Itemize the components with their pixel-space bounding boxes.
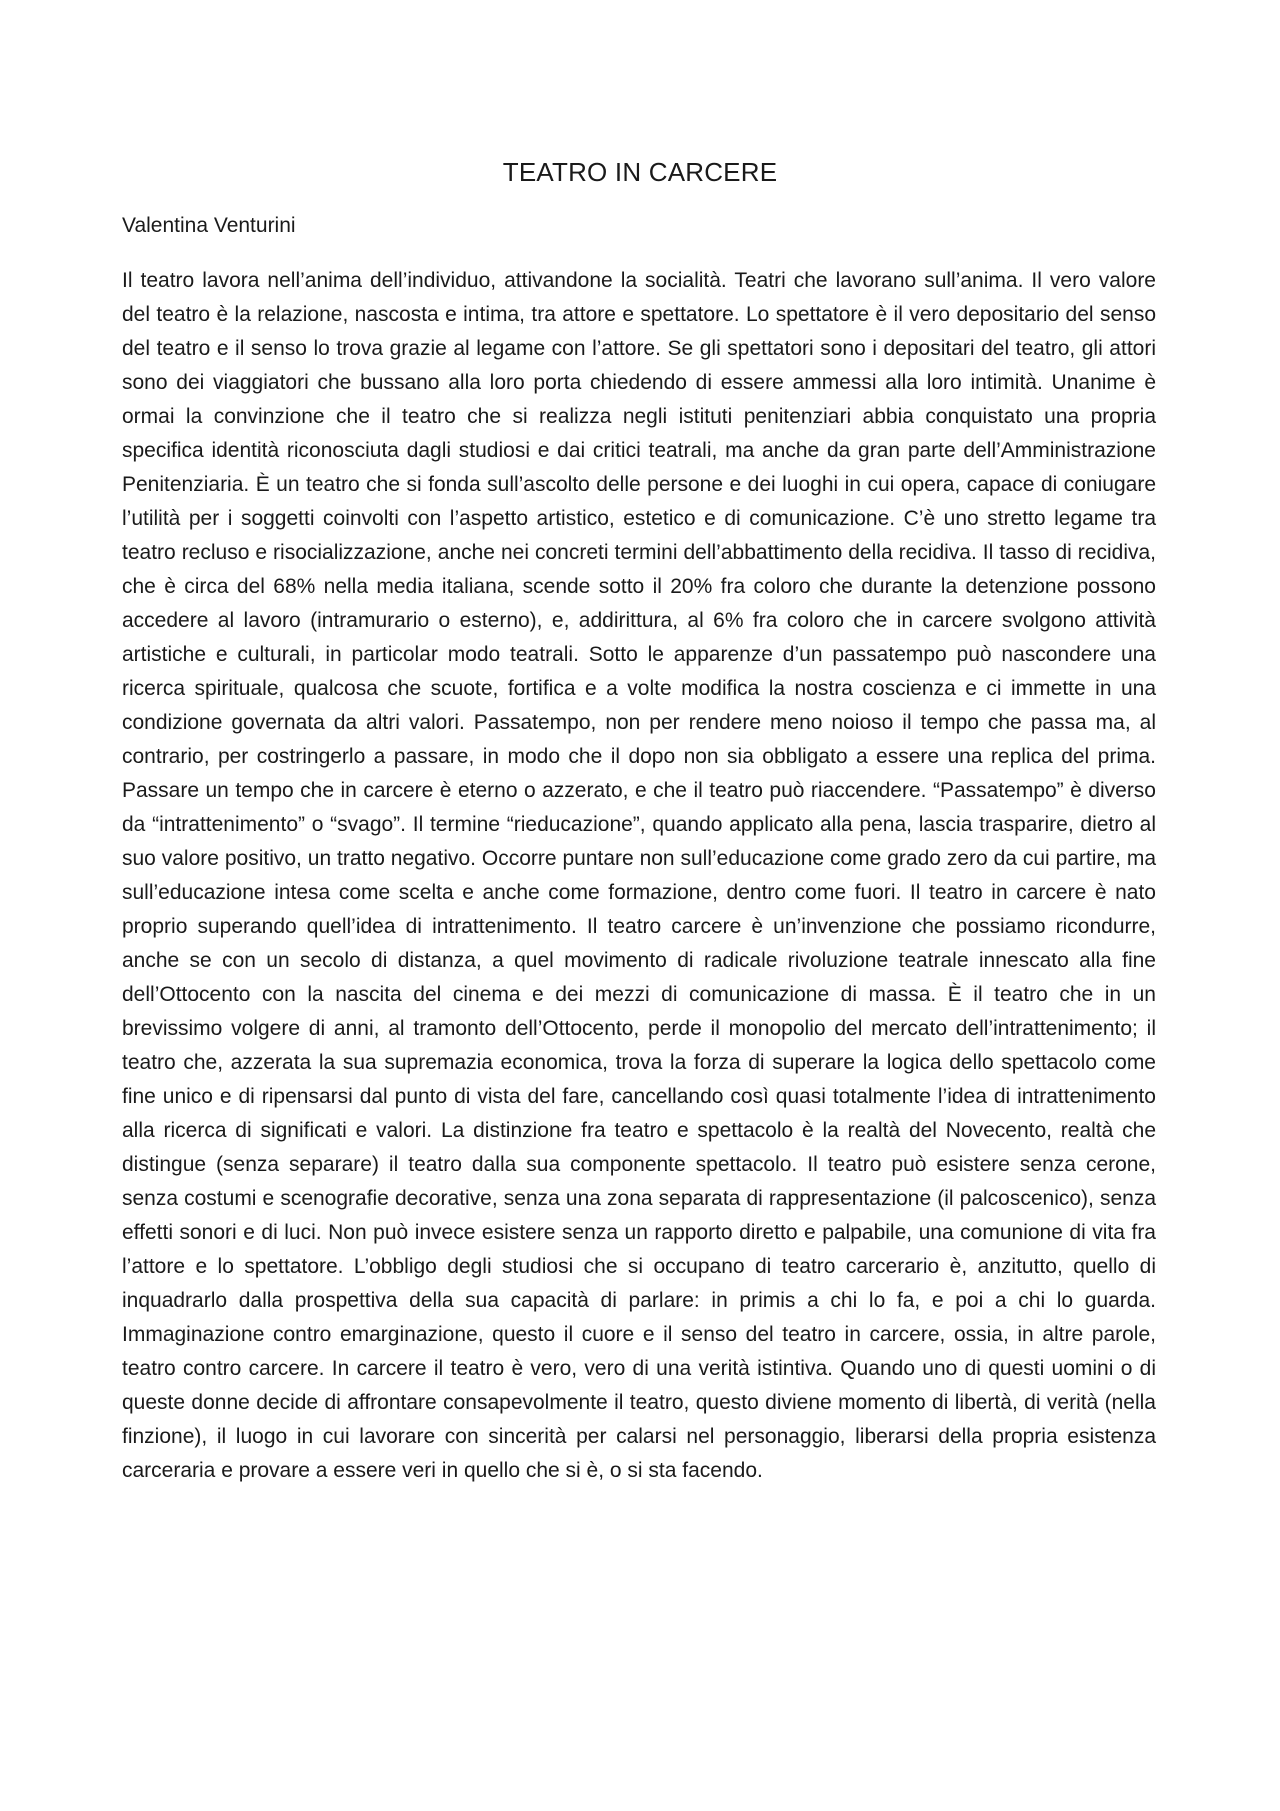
document-author: Valentina Venturini bbox=[122, 214, 296, 237]
document-body-paragraph: Il teatro lavora nell’anima dell’individuo, attivandone la socialità. Teatri che lavorano sull’anima. Il vero valore del teatro è la relazione, nascosta e intima, tra attore e spettatore. Lo spettatore è il vero depositario del senso del teatro e il senso lo trova grazie al legame con l’attore. Se gli spettatori sono i depositari del teatro, gli attori sono dei viaggiatori che bussano alla loro porta chiedendo di essere ammessi alla loro intimità. Unanime è ormai la convinzione che il teatro che si realizza negli istituti penitenziari abbia conquistato una propria specifica identità riconosciuta dagli studiosi e dai critici teatrali, ma anche da gran parte dell’Amministrazione Penitenziaria. È un teatro che si fonda sull’ascolto delle persone e dei luoghi in cui opera, capace di coniugare l’utilità per i soggetti coinvolti con l’aspetto artistico, estetico e di comunicazione. C’è uno stretto legame tra teatro recluso e risocializzazione, anche nei concreti termini dell’abbattimento della recidiva. Il tasso di recidiva, che è circa del 68% nella media italiana, scende sotto il 20% fra coloro che durante la detenzione possono accedere al lavoro (intramurario o esterno), e, addirittura, al 6% fra coloro che in carcere svolgono attività artistiche e culturali, in particolar modo teatrali. Sotto le apparenze d’un passatempo può nascondere una ricerca spirituale, qualcosa che scuote, fortifica e a volte modifica la nostra coscienza e ci immette in una condizione governata da altri valori. Passatempo, non per rendere meno noioso il tempo che passa ma, al contrario, per costringerlo a passare, in modo che il dopo non sia obbligato a essere una replica del prima. Passare un tempo che in carcere è eterno o azzerato, e che il teatro può riaccendere. “Passatempo” è diverso da “intrattenimento” o “svago”. Il termine “rieducazione”, quando applicato alla pena, lascia trasparire, dietro al suo valore positivo, un tratto negativo. Occorre puntare non sull’educazione come grado zero da cui partire, ma sull’educazione intesa come scelta e anche come formazione, dentro come fuori. Il teatro in carcere è nato proprio superando quell’idea di intrattenimento. Il teatro carcere è un’invenzione che possiamo ricondurre, anche se con un secolo di distanza, a quel movimento di radicale rivoluzione teatrale innescato alla fine dell’Ottocento con la nascita del cinema e dei mezzi di comunicazione di massa. È il teatro che in un brevissimo volgere di anni, al tramonto dell’Ottocento, perde il monopolio del mercato dell’intrattenimento; il teatro che, azzerata la sua supremazia economica, trova la forza di superare la logica dello spettacolo come fine unico e di ripensarsi dal punto di vista del fare, cancellando così quasi totalmente l’idea di intrattenimento alla ricerca di significati e valori. La distinzione fra teatro e spettacolo è la realtà del Novecento, realtà che distingue (senza separare) il teatro dalla sua componente spettacolo. Il teatro può esistere senza cerone, senza costumi e scenografie decorative, senza una zona separata di rappresentazione (il palcoscenico), senza effetti sonori e di luci. Non può invece esistere senza un rapporto diretto e palpabile, una comunione di vita fra l’attore e lo spettatore. L’obbligo degli studiosi che si occupano di teatro carcerario è, anzitutto, quello di inquadrarlo dalla prospettiva della sua capacità di parlare: in primis a chi lo fa, e poi a chi lo guarda. Immaginazione contro emarginazione, questo il cuore e il senso del teatro in carcere, ossia, in altre parole, teatro contro carcere. In carcere il teatro è vero, vero di una verità istintiva. Quando uno di questi uomini o di queste donne decide di affrontare consapevolmente il teatro, questo diviene momento di libertà, di verità (nella finzione), il luogo in cui lavorare con sincerità per calarsi nel personaggio, liberarsi della propria esistenza carceraria e provare a essere veri in quello che si è, o si sta facendo. bbox=[122, 269, 1156, 1482]
document-title: TEATRO IN CARCERE bbox=[502, 157, 778, 187]
